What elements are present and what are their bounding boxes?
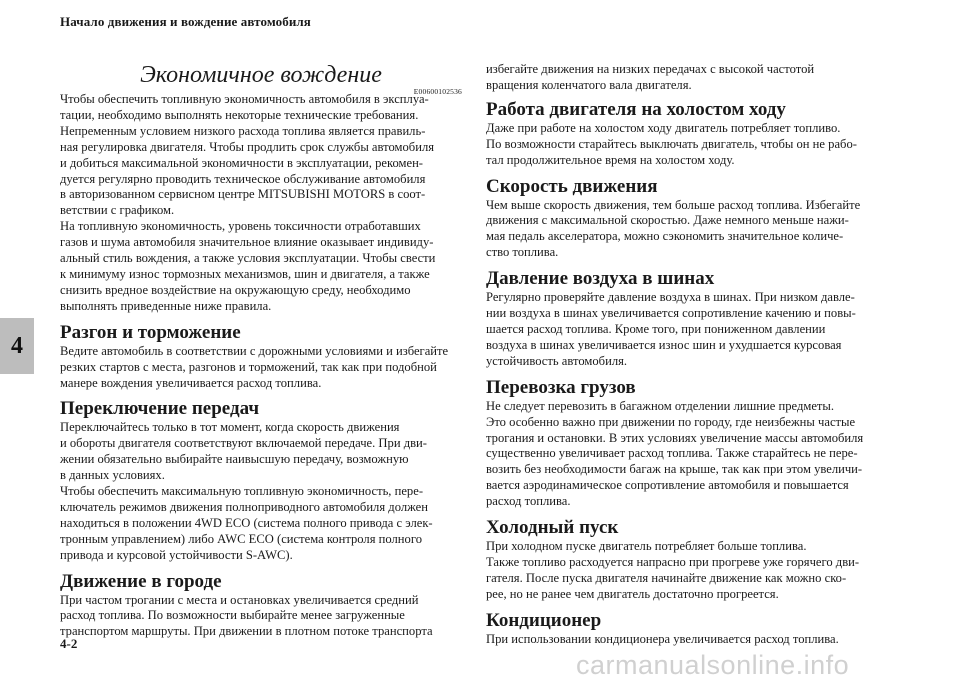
text-line: ключатель режимов движения полноприводного автомобиля должен	[60, 499, 428, 514]
text-line: дуется регулярно проводить техническое обслуживание автомобиля	[60, 171, 426, 186]
text-line: выполнять приведенные ниже правила.	[60, 298, 272, 313]
text-line: к минимуму износ тормозных механизмов, шин и двигателя, а также	[60, 266, 430, 281]
text-line: резких стартов с места, разгонов и торможений, так как при подобной	[60, 359, 437, 374]
paragraph-acceleration-braking	[60, 344, 462, 392]
text-line: мая педаль акселератора, можно сэкономить значительное количе-	[486, 229, 844, 244]
text-line: ство топлива.	[486, 245, 559, 260]
page-number: 4-2	[60, 636, 78, 651]
text-line: Даже при работе на холостом ходу двигатель потребляет топливо.	[486, 120, 841, 135]
text-line: Чтобы обеспечить топливную экономичность автомобиля в эксплуа-	[60, 92, 429, 106]
left-column	[60, 60, 462, 640]
text-line: транспортом маршруты. При движении в плотном потоке транспорта	[60, 624, 433, 639]
text-line: воздуха в шинах увеличивается износ шин и ухудшается курсовая	[486, 337, 842, 352]
intro-paragraph	[60, 92, 462, 315]
text-line: устойчивость автомобиля.	[486, 353, 628, 368]
text-line: Это особенно важно при движении по городу, где неизбежны частые	[486, 414, 856, 429]
text-line: гателя. После пуска двигателя начинайте движение как можно ско-	[486, 570, 847, 585]
title-row	[60, 60, 462, 96]
text-line: Чтобы обеспечить максимальную топливную экономичность, пере-	[60, 484, 424, 499]
text-line: тал продолжительное время на холостом ходу.	[486, 152, 735, 167]
text-line: Регулярно проверяйте давление воздуха в шинах. При низком давле-	[486, 290, 855, 305]
paragraph-idling	[486, 121, 888, 169]
text-line: нии воздуха в шинах увеличивается сопротивление качению и повы-	[486, 306, 856, 321]
heading-idling: Работа двигателя на холостом ходу	[486, 98, 786, 120]
chapter-tab: 4	[0, 318, 34, 374]
paragraph-tire-pressure	[486, 290, 888, 370]
heading-cold-start: Холодный пуск	[486, 517, 619, 539]
paragraph-gear-shifting	[60, 420, 462, 563]
text-line: ветствии с графиком.	[60, 203, 175, 218]
text-line: газов и шума автомобиля значительное влияние оказывает индивиду-	[60, 235, 434, 250]
paragraph-speed	[486, 198, 888, 262]
running-header: Начало движения и вождение автомобиля	[60, 14, 311, 29]
heading-acceleration-braking: Разгон и торможение	[60, 321, 241, 343]
text-line: жении обязательно выбирайте наивысшую передачу, возможную	[60, 452, 409, 467]
heading-cargo: Перевозка грузов	[486, 376, 636, 398]
text-line: в данных условиях.	[60, 468, 165, 483]
text-line: Также топливо расходуется напрасно при прогреве уже горячего дви-	[486, 554, 860, 569]
text-line: находиться в положении 4WD ECO (система полного привода с элек-	[60, 515, 433, 530]
text-line: и обороты двигателя соответствуют включаемой передаче. При дви-	[60, 436, 427, 451]
watermark: carmanualsonline.info	[576, 650, 850, 680]
text-line: При частом трогании с места и остановках увеличивается средний	[60, 592, 419, 607]
text-line: При холодном пуске двигатель потребляет больше топлива.	[486, 539, 807, 554]
paragraph-city-driving	[60, 593, 462, 641]
text-line: вается аэродинамическое сопротивление автомобиля и повышается	[486, 478, 849, 493]
text-line: Чем выше скорость движения, тем больше расход топлива. Избегайте	[486, 197, 861, 212]
section-title: Экономичное вождение	[140, 62, 382, 88]
text-line: альный стиль вождения, а также условия эксплуатации. Чтобы свести	[60, 251, 436, 266]
heading-tire-pressure: Давление воздуха в шинах	[486, 268, 715, 290]
document-code: E00600102536	[413, 87, 462, 96]
text-line: и добиться максимальной экономичности в эксплуатации, рекомен-	[60, 155, 424, 170]
heading-gear-shifting: Переключение передач	[60, 398, 260, 420]
text-line: шается расход топлива. Кроме того, при пониженном давлении	[486, 321, 826, 336]
paragraph-air-conditioner	[486, 632, 888, 648]
text-line: трогания и остановки. В этих условиях увеличение массы автомобиля	[486, 430, 864, 445]
text-line: Переключайтесь только в тот момент, когда скорость движения	[60, 420, 400, 435]
text-line: Не следует перевозить в багажном отделении лишние предметы.	[486, 398, 835, 413]
text-line: вращения коленчатого вала двигателя.	[486, 77, 692, 92]
text-line: Непременным условием низкого расхода топлива является правиль-	[60, 123, 426, 138]
text-line: привода и курсовой устойчивости S-AWC).	[60, 547, 293, 562]
text-line: На топливную экономичность, уровень токсичности отработавших	[60, 219, 421, 234]
text-line: При использовании кондиционера увеличивается расход топлива.	[486, 631, 839, 646]
text-line: существенно увеличивает расход топлива. Также старайтесь не пере-	[486, 446, 858, 461]
text-line: снизить вредное воздействие на окружающую среду, необходимо	[60, 282, 411, 297]
heading-air-conditioner: Кондиционер	[486, 609, 602, 631]
text-line: рее, но не ранее чем двигатель достаточно прогреется.	[486, 586, 779, 601]
text-line: расход топлива. По возможности выбирайте менее загруженные	[60, 608, 405, 623]
text-line: ная регулировка двигателя. Чтобы продлить срок службы автомобиля	[60, 139, 435, 154]
text-line: в авторизованном сервисном центре MITSUBISHI MOTORS в соот-	[60, 187, 426, 202]
text-line: движения с максимальной скоростью. Даже немного меньше нажи-	[486, 213, 849, 228]
text-line: манере вождения увеличивается расход топлива.	[60, 375, 322, 390]
text-line: тации, необходимо выполнять некоторые технические требования.	[60, 107, 419, 122]
right-column	[486, 62, 888, 648]
paragraph-cargo	[486, 399, 888, 510]
heading-city-driving: Движение в городе	[60, 570, 222, 592]
text-line: тронным управлением) либо AWC ECO (система контроля полного	[60, 531, 422, 546]
text-line: избегайте движения на низких передачах с высокой частотой	[486, 62, 815, 76]
text-line: Ведите автомобиль в соответствии с дорожными условиями и избегайте	[60, 343, 449, 358]
heading-speed: Скорость движения	[486, 175, 658, 197]
paragraph-city-driving-continued	[486, 62, 888, 94]
paragraph-cold-start	[486, 539, 888, 603]
text-line: По возможности старайтесь выключать двигатель, чтобы он не рабо-	[486, 136, 857, 151]
text-line: возить без необходимости багаж на крыше, так как при этом увеличи-	[486, 462, 863, 477]
text-line: расход топлива.	[486, 494, 571, 509]
